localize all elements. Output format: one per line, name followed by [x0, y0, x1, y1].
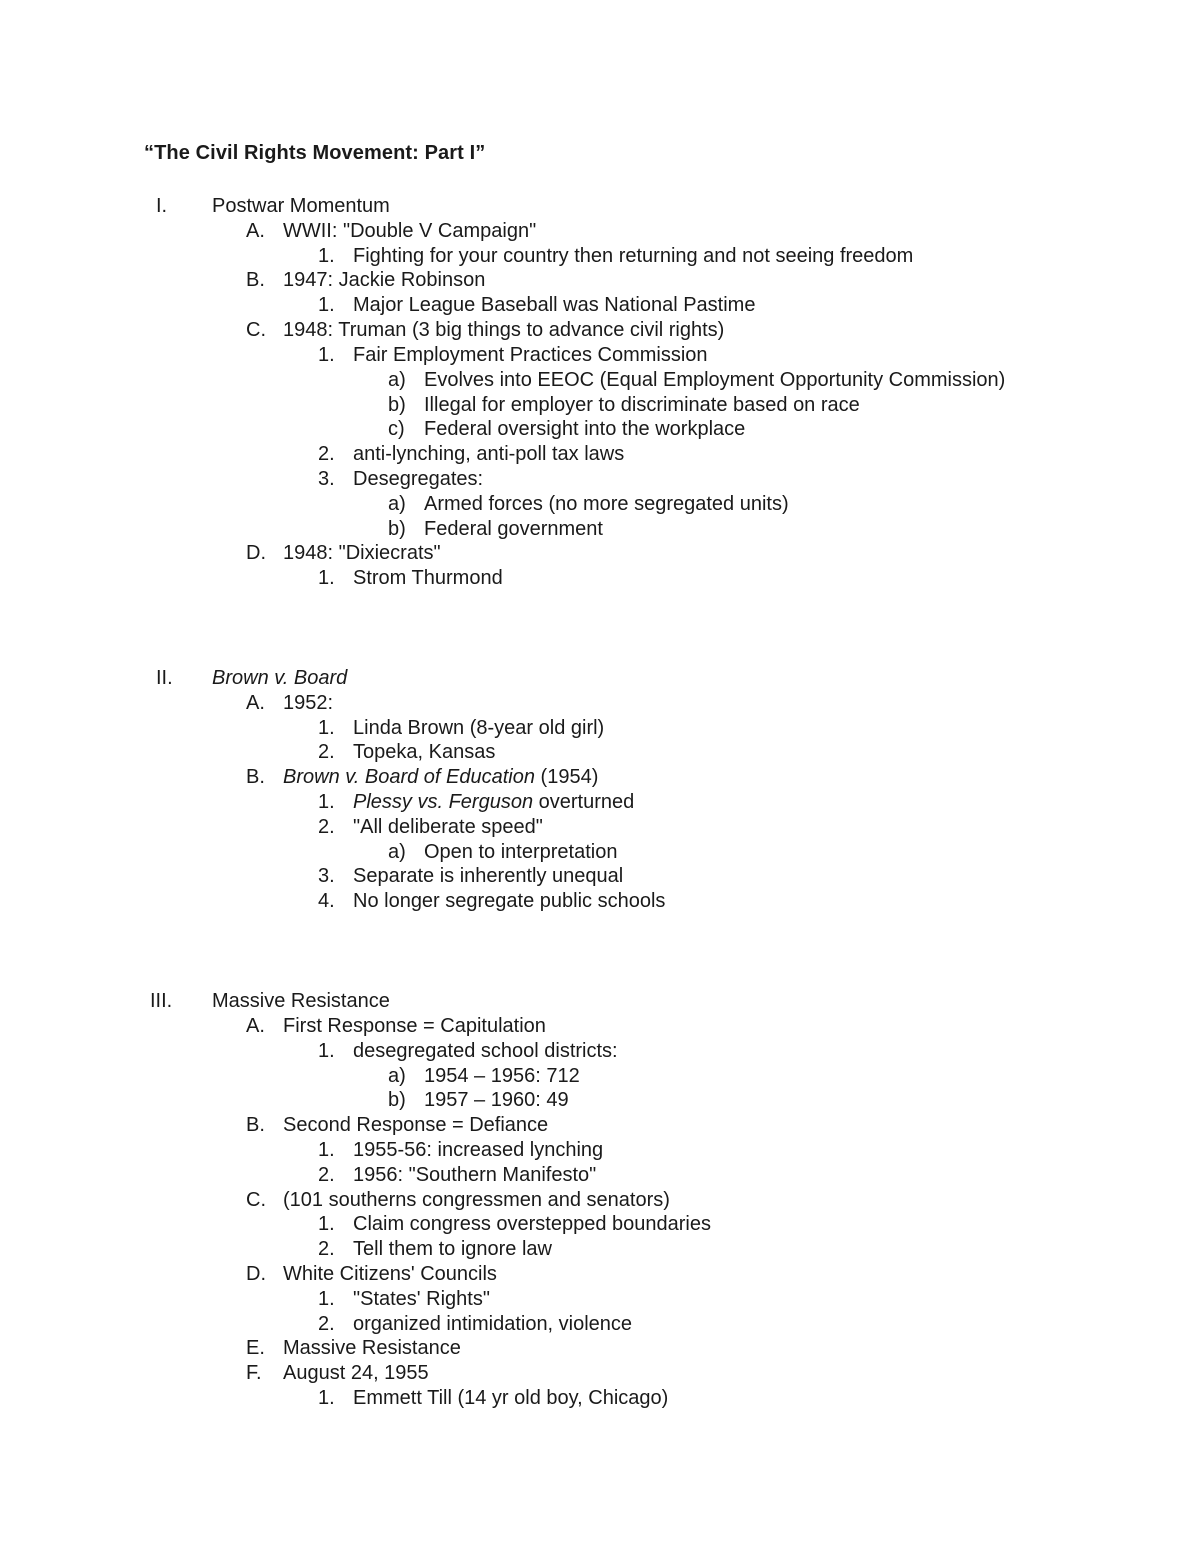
outline-marker: D.	[246, 1263, 266, 1285]
outline-marker: 1.	[318, 1288, 335, 1310]
outline-text: WWII: "Double V Campaign"	[283, 220, 537, 242]
outline-text: Massive Resistance	[212, 990, 390, 1012]
outline-text: Postwar Momentum	[212, 195, 390, 217]
outline-marker: a)	[388, 1065, 406, 1087]
outline-marker: 3.	[318, 468, 335, 490]
outline-marker: 2.	[318, 816, 335, 838]
outline-text: Desegregates:	[353, 468, 484, 490]
outline-marker: 4.	[318, 890, 335, 912]
outline-marker: I.	[156, 195, 168, 217]
outline-text: anti-lynching, anti-poll tax laws	[353, 443, 625, 465]
outline-marker: 1.	[318, 1387, 335, 1409]
outline-text: Fair Employment Practices Commission	[353, 344, 708, 366]
outline-text: 1947: Jackie Robinson	[283, 269, 486, 291]
case-name: Brown v. Board of Education	[283, 766, 535, 788]
outline-text: Second Response = Defiance	[283, 1114, 549, 1136]
outline-text: Strom Thurmond	[353, 567, 503, 589]
outline-text: 1948: "Dixiecrats"	[283, 542, 441, 564]
outline-marker: B.	[246, 766, 265, 788]
outline-marker: a)	[388, 369, 406, 391]
outline-marker: A.	[246, 1015, 265, 1037]
outline-marker: II.	[156, 667, 173, 689]
outline-text: Armed forces (no more segregated units)	[424, 493, 789, 515]
outline-marker: C.	[246, 319, 266, 341]
outline-text: Federal oversight into the workplace	[424, 418, 746, 440]
outline-text: Illegal for employer to discriminate based on race	[424, 394, 860, 416]
outline-marker: 1.	[318, 1040, 335, 1062]
outline-marker: 1.	[318, 1139, 335, 1161]
outline-text: Topeka, Kansas	[353, 741, 496, 763]
outline-text: Brown v. Board	[212, 667, 348, 689]
outline-text: Tell them to ignore law	[353, 1238, 552, 1260]
outline-text: "All deliberate speed"	[353, 816, 543, 838]
outline-marker: A.	[246, 220, 265, 242]
outline-marker: 1.	[318, 344, 335, 366]
outline-marker: 2.	[318, 1164, 335, 1186]
outline-text: Separate is inherently unequal	[353, 865, 624, 887]
outline-marker: III.	[150, 990, 173, 1012]
outline-text: 1955-56: increased lynching	[353, 1139, 604, 1161]
outline-marker: c)	[388, 418, 405, 440]
outline-marker: 1.	[318, 717, 335, 739]
outline-text: First Response = Capitulation	[283, 1015, 546, 1037]
outline-marker: b)	[388, 1089, 406, 1111]
outline-marker: 2.	[318, 741, 335, 763]
outline-marker: a)	[388, 493, 406, 515]
outline-marker: 1.	[318, 294, 335, 316]
outline-text: Claim congress overstepped boundaries	[353, 1213, 711, 1235]
outline-marker: b)	[388, 394, 406, 416]
outline-text: organized intimidation, violence	[353, 1313, 633, 1335]
outline-text: 1952:	[283, 692, 334, 714]
outline-marker: b)	[388, 518, 406, 540]
outline-text: Fighting for your country then returning and not seeing freedom	[353, 245, 914, 267]
outline-marker: 2.	[318, 443, 335, 465]
outline-text: Evolves into EEOC (Equal Employment Opportunity Commission)	[424, 369, 1006, 391]
outline-marker: 2.	[318, 1238, 335, 1260]
outline-marker: A.	[246, 692, 265, 714]
outline-text: Major League Baseball was National Pastime	[353, 294, 756, 316]
outline-text: Open to interpretation	[424, 841, 618, 863]
outline-text: 1954 – 1956: 712	[424, 1065, 580, 1087]
outline-text: Massive Resistance	[283, 1337, 461, 1359]
case-name: Plessy vs. Ferguson	[353, 791, 534, 813]
outline-text: Emmett Till (14 yr old boy, Chicago)	[353, 1387, 669, 1409]
outline-text: 1957 – 1960: 49	[424, 1089, 569, 1111]
outline-text: 1956: "Southern Manifesto"	[353, 1164, 597, 1186]
document-title: “The Civil Rights Movement: Part I”	[144, 142, 486, 164]
outline-marker: 3.	[318, 865, 335, 887]
outline-text: No longer segregate public schools	[353, 890, 666, 912]
outline-marker: 1.	[318, 1213, 335, 1235]
outline-text: White Citizens' Councils	[283, 1263, 497, 1285]
outline-marker: 2.	[318, 1313, 335, 1335]
outline-text: Linda Brown (8-year old girl)	[353, 717, 605, 739]
outline-text: 1948: Truman (3 big things to advance civil rights)	[283, 319, 725, 341]
outline-marker: 1.	[318, 245, 335, 267]
outline-text: August 24, 1955	[283, 1362, 429, 1384]
outline-text: (1954)	[535, 766, 599, 788]
outline-text: desegregated school districts:	[353, 1040, 618, 1062]
outline-marker: C.	[246, 1189, 266, 1211]
outline-marker: D.	[246, 542, 266, 564]
outline-marker: a)	[388, 841, 406, 863]
outline-marker: 1.	[318, 567, 335, 589]
outline-marker: F.	[246, 1362, 262, 1384]
outline-marker: B.	[246, 1114, 265, 1136]
outline-text: Federal government	[424, 518, 603, 540]
outline-text: overturned	[533, 791, 635, 813]
outline-text: "States' Rights"	[353, 1288, 490, 1310]
outline-marker: B.	[246, 269, 265, 291]
outline-marker: E.	[246, 1337, 265, 1359]
outline-text: (101 southerns congressmen and senators)	[283, 1189, 670, 1211]
outline-marker: 1.	[318, 791, 335, 813]
